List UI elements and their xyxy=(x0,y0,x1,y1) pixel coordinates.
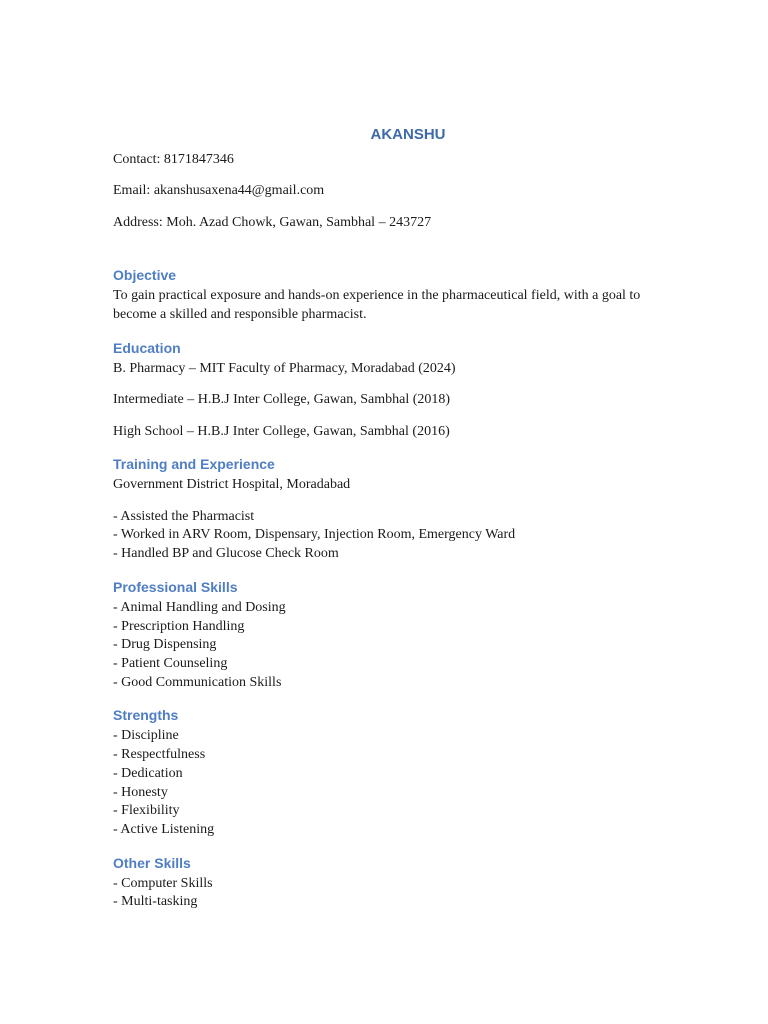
training-section xyxy=(113,455,673,564)
education-section xyxy=(113,339,673,441)
training-heading: Training and Experience xyxy=(113,456,275,473)
strength-item: - Dedication xyxy=(113,765,183,781)
contact-email: Email: akanshusaxena44@gmail.com xyxy=(113,183,325,199)
other-skill-item: - Multi-tasking xyxy=(113,894,198,910)
contact-address: Address: Moh. Azad Chowk, Gawan, Sambhal – 243727 xyxy=(113,214,432,230)
objective-section xyxy=(113,266,673,324)
training-place: Government District Hospital, Moradabad xyxy=(113,477,351,493)
strength-item: - Honesty xyxy=(113,784,168,800)
professional-skill-item: - Prescription Handling xyxy=(113,618,245,634)
contact-block xyxy=(113,151,673,232)
strength-item: - Active Listening xyxy=(113,821,215,837)
training-item: - Assisted the Pharmacist xyxy=(113,508,255,524)
training-item: - Worked in ARV Room, Dispensary, Injection Room, Emergency Ward xyxy=(113,527,516,543)
education-heading: Education xyxy=(113,339,181,356)
other-skills-heading: Other Skills xyxy=(113,854,191,871)
objective-text: To gain practical exposure and hands-on experience in the pharmaceutical field, with a goal to become a skilled and responsible pharmacist. xyxy=(113,288,641,323)
professional-skill-item: - Patient Counseling xyxy=(113,655,228,671)
strength-item: - Discipline xyxy=(113,728,179,744)
training-item: - Handled BP and Glucose Check Room xyxy=(113,546,339,562)
candidate-name: AKANSHU xyxy=(370,126,446,143)
professional-skills-heading: Professional Skills xyxy=(113,578,238,595)
education-item: Intermediate – H.B.J Inter College, Gawan, Sambhal (2018) xyxy=(113,392,451,408)
strength-item: - Flexibility xyxy=(113,803,180,819)
education-item: High School – H.B.J Inter College, Gawan, Sambhal (2016) xyxy=(113,423,450,439)
professional-skill-item: - Drug Dispensing xyxy=(113,637,217,653)
objective-heading: Objective xyxy=(113,267,177,284)
other-skills-section xyxy=(113,854,673,912)
professional-skills-section xyxy=(113,578,673,693)
other-skill-item: - Computer Skills xyxy=(113,875,213,891)
strength-item: - Respectfulness xyxy=(113,747,206,763)
contact-phone: Contact: 8171847346 xyxy=(113,152,234,167)
resume-content xyxy=(113,124,673,926)
education-item: B. Pharmacy – MIT Faculty of Pharmacy, Moradabad (2024) xyxy=(113,360,456,376)
strengths-section xyxy=(113,706,673,839)
professional-skill-item: - Good Communication Skills xyxy=(113,674,282,690)
professional-skill-item: - Animal Handling and Dosing xyxy=(113,599,286,615)
strengths-heading: Strengths xyxy=(113,707,179,724)
